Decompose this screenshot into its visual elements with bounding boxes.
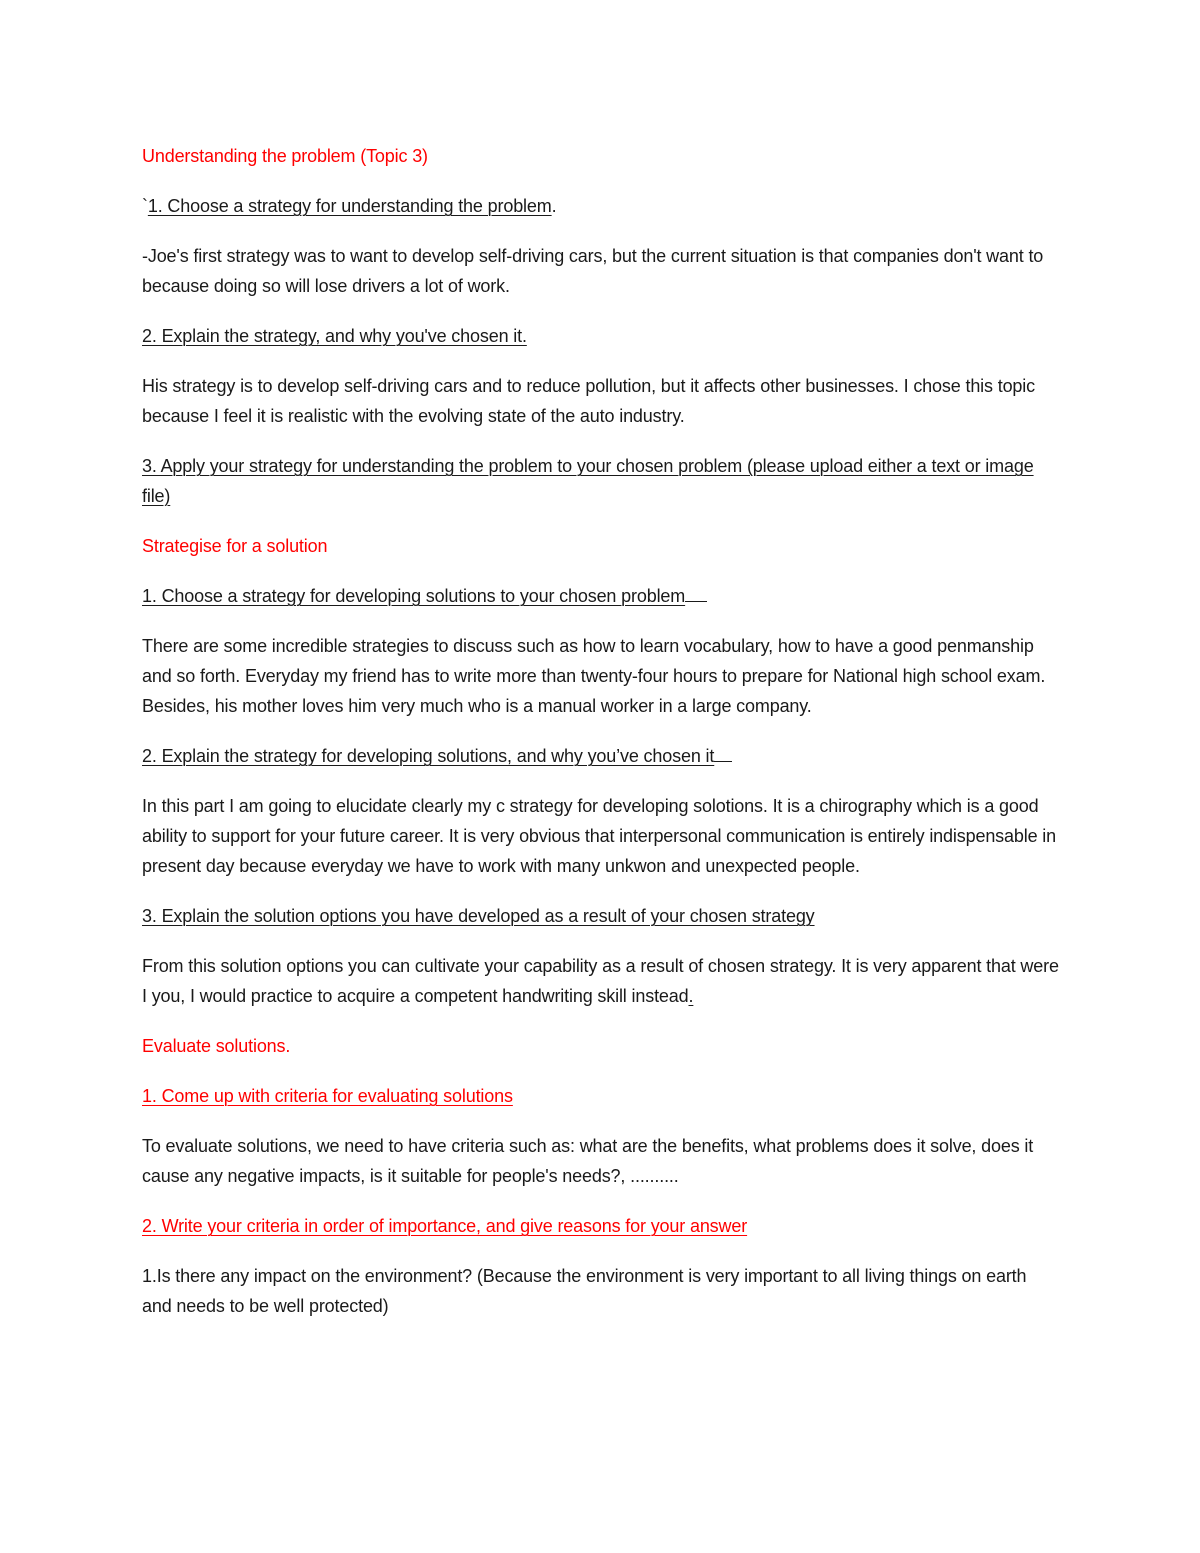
heading-evaluate-solutions: Evaluate solutions. xyxy=(142,1036,291,1056)
question-understanding-1 xyxy=(142,191,1060,221)
question-evaluate-2-text: 2. Write your criteria in order of importance, and give reasons for your answer xyxy=(142,1216,748,1236)
question-strategise-3 xyxy=(142,901,1060,931)
answer-strategise-3 xyxy=(142,951,1060,1011)
question-evaluate-1 xyxy=(142,1081,1060,1111)
question-understanding-1-period: . xyxy=(551,196,557,216)
question-understanding-2-text: 2. Explain the strategy, and why you've chosen it. xyxy=(142,326,527,346)
stray-backtick: ` xyxy=(142,196,148,216)
underline-tail xyxy=(685,583,707,602)
question-understanding-3 xyxy=(142,451,1060,511)
answer-evaluate-1: To evaluate solutions, we need to have criteria such as: what are the benefits, what problems does it solve, does it cause any negative impacts, is it suitable for people's needs?, .......... xyxy=(142,1136,1034,1186)
heading-strategise-for-a-solution: Strategise for a solution xyxy=(142,536,328,556)
answer-strategise-3-text: From this solution options you can cultivate your capability as a result of chosen strategy. It is very apparent that were I you, I would practice to acquire a competent handwriting skill instead xyxy=(142,956,1059,1006)
question-strategise-1-text: 1. Choose a strategy for developing solutions to your chosen problem xyxy=(142,586,686,606)
heading-understanding-the-problem: Understanding the problem (Topic 3) xyxy=(142,146,428,166)
question-strategise-2 xyxy=(142,741,1060,771)
question-strategise-3-text: 3. Explain the solution options you have developed as a result of your chosen strategy xyxy=(142,906,815,926)
document-body xyxy=(142,141,1060,1341)
underline-tail xyxy=(714,743,732,762)
question-strategise-1 xyxy=(142,581,1060,611)
question-strategise-2-text: 2. Explain the strategy for developing solutions, and why you’ve chosen it xyxy=(142,746,715,766)
answer-strategise-2: In this part I am going to elucidate clearly my c strategy for developing solotions. It is a chirography which is a good ability to support for your future career. It is very obvious that interpersonal communication is entirely indispensable in present day because everyday we have to work with many unkwon and unexpected people. xyxy=(142,796,1057,876)
question-understanding-2 xyxy=(142,321,1060,351)
answer-understanding-2: His strategy is to develop self-driving cars and to reduce pollution, but it affects other businesses. I chose this topic because I feel it is realistic with the evolving state of the auto industry. xyxy=(142,376,1035,426)
answer-strategise-3-period: . xyxy=(688,986,694,1006)
question-evaluate-1-text: 1. Come up with criteria for evaluating solutions xyxy=(142,1086,513,1106)
question-understanding-3-text: 3. Apply your strategy for understanding the problem to your chosen problem (please upload either a text or image file) xyxy=(142,456,1034,506)
question-evaluate-2 xyxy=(142,1211,1060,1241)
answer-strategise-1: There are some incredible strategies to discuss such as how to learn vocabulary, how to have a good penmanship and so forth. Everyday my friend has to write more than twenty-four hours to prepare for National high school exam. Besides, his mother loves him very much who is a manual worker in a large company. xyxy=(142,636,1046,716)
answer-understanding-1: -Joe's first strategy was to want to develop self-driving cars, but the current situation is that companies don't want to because doing so will lose drivers a lot of work. xyxy=(142,246,1044,296)
answer-evaluate-2: 1.Is there any impact on the environment? (Because the environment is very important to all living things on earth and needs to be well protected) xyxy=(142,1266,1027,1316)
question-understanding-1-text: 1. Choose a strategy for understanding the problem xyxy=(147,196,552,216)
